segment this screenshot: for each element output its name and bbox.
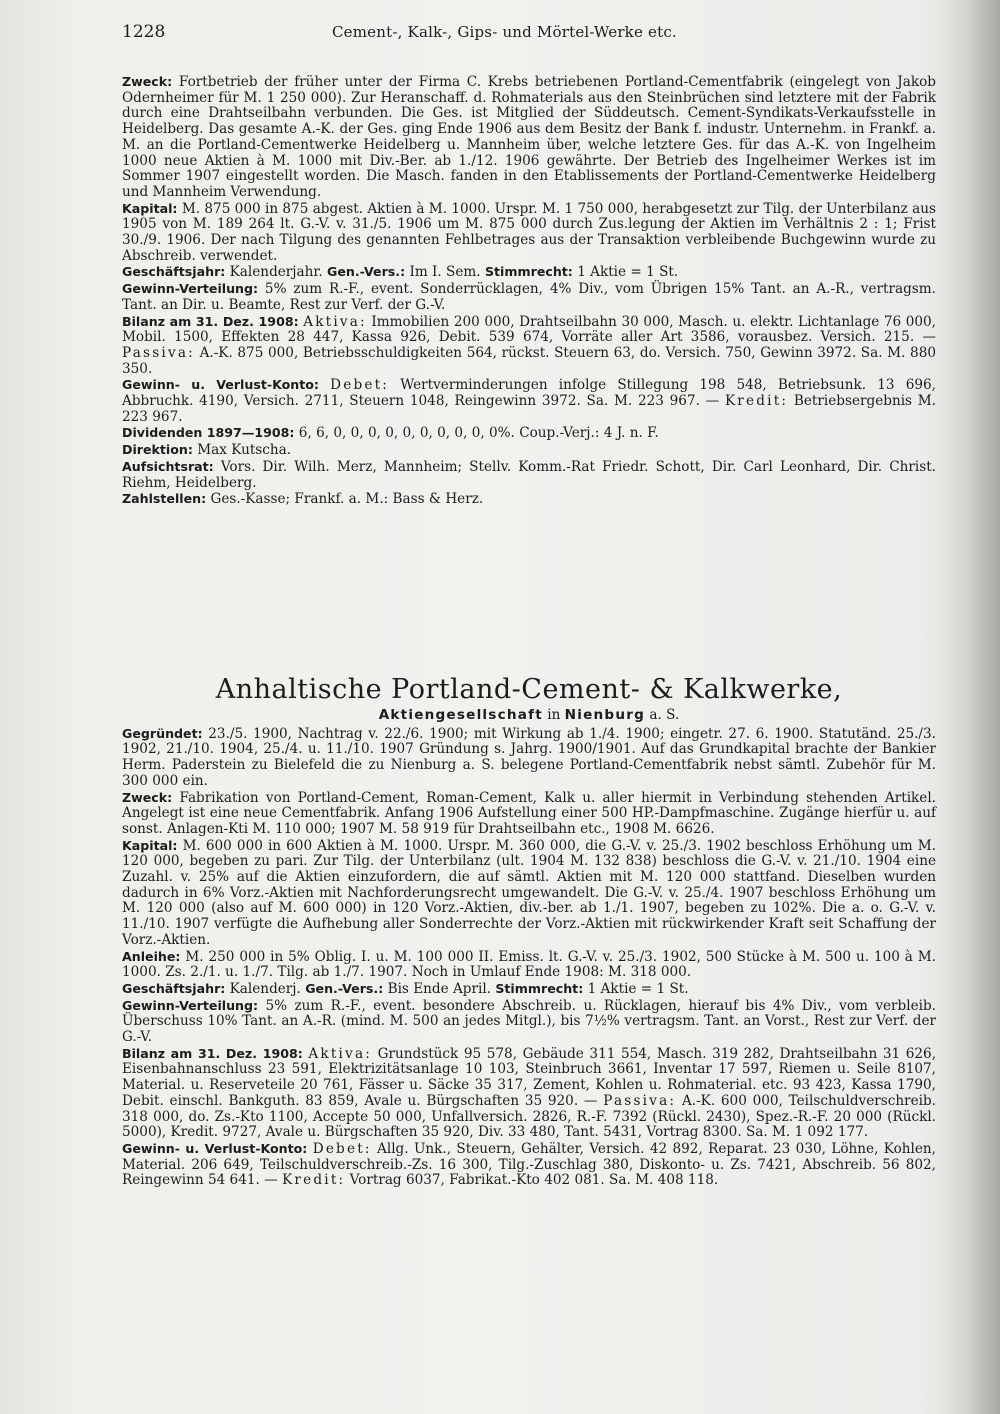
meeting-paragraph — [122, 981, 936, 998]
dividenden-paragraph — [122, 425, 936, 442]
guv-paragraph — [122, 1141, 936, 1189]
zweck-label: Zweck: — [122, 74, 173, 89]
guv-paragraph — [122, 377, 936, 425]
aufsichtsrat-paragraph — [122, 459, 936, 491]
anleihe-text: M. 250 000 in 5% Oblig. I. u. M. 100 000 II. Emiss. lt. G.-V. v. 25./3. 1902, 500 Stücke à M. 500 u. 100 à M. 1000. Zs. 2./1. u. 1./7. Tilg. ab 1./7. 1907. Noch in Umlauf Ende 1908: M. 318 000. — [122, 948, 936, 981]
passiva-text: A.-K. 875 000, Betriebsschuldigkeiten 564, rückst. Steuern 63, do. Versich. 750, Gewinn 3972. Sa. M. 880 350. — [122, 344, 936, 377]
kredit-label: Kredit: — [282, 1172, 346, 1189]
gewinnverteilung-label: Gewinn-Verteilung: — [122, 997, 259, 1013]
kredit-text: Betriebsergebnis M. 223 967. — [122, 393, 936, 425]
passiva-label: Passiva: — [603, 1092, 677, 1109]
debet-label: Debet: — [312, 1140, 372, 1157]
page-number: 1228 — [122, 22, 166, 42]
geschaeftsjahr-label: Geschäftsjahr: — [122, 980, 226, 996]
running-title: Cement-, Kalk-, Gips- und Mörtel-Werke etc. — [332, 23, 677, 41]
genvers-label: Gen.-Vers.: — [305, 980, 384, 996]
kapital-paragraph — [122, 838, 936, 949]
zahlstellen-paragraph — [122, 491, 936, 508]
aktiva-text: Grundstück 95 578, Gebäude 311 554, Masch. 319 282, Drahtseilbahn 31 626, Eisenbahnanschluss 23 591, Elektrizitätsanlage 10 103, Steinbruch 3661, Inventar 17 597, Riemen u. Seile 8107, Material. u. Reserveteile 20 761, Fässer u. Säcke 35 317, Zement, Kohlen u. Rohmaterial. etc. 93 423, Kassa 1790, Debit. einschl. Bankguth. 83 859, Avale u. Bürgschaften 35 920. — — [122, 1045, 937, 1109]
bilanz-label: Bilanz am 31. Dez. 1908: — [122, 1045, 303, 1061]
zweck-label: Zweck: — [122, 789, 173, 805]
gewinnverteilung-text: 5% zum R.-F., event. besondere Abschreib. u. Rücklagen, hierauf bis 4% Div., vom verbleib. Überschuss 10% Tant. an A.-R. (mind. M. 500 an jedes Mitgl.), bis 7½% vertragsm. Tant. an Vorst., Rest zur Verf. der G.-V. — [122, 997, 937, 1046]
kapital-paragraph — [122, 201, 936, 265]
gewinnverteilung-paragraph — [122, 281, 936, 313]
company-subtitle — [122, 708, 936, 724]
company-title: Anhaltische Portland-Cement- & Kalkwerke, — [215, 674, 843, 705]
direktion-label: Direktion: — [122, 442, 193, 458]
zweck-paragraph — [122, 74, 936, 201]
zweck-paragraph — [122, 790, 936, 838]
aktiva-label: Aktiva: — [308, 1045, 373, 1062]
zahlstellen-text: Ges.-Kasse; Frankf. a. M.: Bass & Herz. — [210, 491, 484, 508]
aktiva-text: Immobilien 200 000, Drahtseilbahn 30 000, Masch. u. elektr. Lichtanlage 76 000, Mobil. 1500, Effekten 28 447, Kassa 926, Debit. 539 674, Vorräte aller Art 3586, vorausbez. Versich. 215. — — [122, 313, 936, 346]
stimmrecht-label: Stimmrecht: — [484, 264, 573, 280]
genvers-label: Gen.-Vers.: — [327, 264, 406, 280]
kredit-text: Vortrag 6037, Fabrikat.-Kto 402 081. Sa. M. 408 118. — [349, 1172, 719, 1189]
direktion-paragraph — [122, 442, 936, 459]
anleihe-label: Anleihe: — [122, 948, 181, 964]
kapital-label: Kapital: — [122, 837, 178, 853]
company-entry-2 — [122, 674, 936, 1189]
kredit-label: Kredit: — [724, 393, 789, 410]
stimmrecht-text: 1 Aktie = 1 St. — [577, 264, 679, 281]
genvers-text: Bis Ende April. — [387, 980, 492, 997]
subtitle-suffix: a. S. — [649, 707, 680, 723]
gewinnverteilung-text: 5% zum R.-F., event. Sonderrücklagen, 4% Div., vom Übrigen 15% Tant. an A.-R., vertragsm. Tant. an Dir. u. Beamte, Rest zur Verf. der G.-V. — [122, 281, 936, 313]
kapital-label: Kapital: — [122, 200, 178, 216]
aufsichtsrat-label: Aufsichtsrat: — [122, 458, 214, 474]
bilanz-paragraph — [122, 314, 936, 378]
anleihe-paragraph — [122, 949, 936, 981]
gegruendet-label: Gegründet: — [122, 725, 203, 741]
debet-label: Debet: — [330, 377, 390, 394]
zweck-text: Fortbetrieb der früher unter der Firma C. Krebs betriebenen Portland-Cementfabrik (eingelegt von Jakob Odernheimer für M. 1 250 000). Zur Heranschaff. d. Rohmaterials aus den Steinbrüchen sind letztere mit der Fabrik durch eine Drahtseilbahn verbunden. Die Ges. ist Mitglied der Süddeutsch. Cement-Syndikats-Verkaufsstelle in Heidelberg. Das gesamte A.-K. der Ges. ging Ende 1906 aus dem Besitz der Bank f. industr. Unternehm. in Frankf. a. M. an die Portland-Cementwerke Heidelberg u. Mannheim über, welche letztere Ges. für das A.-K. von Ingelheim 1000 neue Aktien à M. 1000 mit Div.-Ber. ab 1./12. 1906 gewährte. Der Betrieb des Ingelheimer Werkes ist im Sommer 1907 eingestellt worden. Die Masch. fanden in den Etablissements der Portland-Cementwerke Heidelberg und Mannheim Verwendung. — [122, 74, 936, 200]
direktion-text: Max Kutscha. — [197, 442, 292, 459]
meeting-paragraph — [122, 264, 936, 281]
passiva-label: Passiva: — [122, 344, 195, 361]
aktiva-label: Aktiva: — [303, 313, 367, 330]
kapital-text: M. 600 000 in 600 Aktien à M. 1000. Urspr. M. 360 000, die G.-V. v. 25./3. 1902 beschloss Erhöhung um M. 120 000, begeben zu pari. Zur Tilg. der Unterbilanz (ult. 1904 M. 132 838) beschloss die G.-V. v. 21./10. 1904 eine Zuzahl. v. 25% auf die Aktien einzufordern, die auf sämtl. Aktien mit M. 120 000 stattfand. Dieselben wurden dadurch in 6% Vorz.-Aktien mit Nachforderungsrecht umgewandelt. Die G.-V. v. 25./4. 1907 beschloss Erhöhung um M. 120 000 (also auf M. 600 000) in 120 Vorz.-Aktien, div.-ber. ab 1./1. 1907, begeben zu 102%. Die a. o. G.-V. v. 11./10. 1907 verfügte die Aufhebung aller Sonderrechte der Vorz.-Aktien mit rückwirkender Kraft seit Schaffung der Vorz.-Aktien. — [122, 837, 936, 948]
page-header — [122, 22, 936, 46]
geschaeftsjahr-label: Geschäftsjahr: — [122, 264, 226, 280]
genvers-text: Im I. Sem. — [409, 264, 481, 281]
dividenden-text: 6, 6, 0, 0, 0, 0, 0, 0, 0, 0, 0, 0%. Coup.-Verj.: 4 J. n. F. — [298, 425, 659, 442]
stimmrecht-label: Stimmrecht: — [495, 980, 584, 996]
subtitle-mid: in — [547, 707, 561, 723]
bilanz-paragraph — [122, 1046, 936, 1141]
debet-text: Allg. Unk., Steuern, Gehälter, Versich. 42 892, Reparat. 23 030, Löhne, Kohlen, Material. 206 649, Teilschuldverschreib.-Zs. 16 300, Tilg.-Zuschlag 380, Diskonto- u. Zs. 7421, Abschreib. 56 802, Reingewinn 54 641. — — [122, 1140, 936, 1189]
gewinnverteilung-label: Gewinn-Verteilung: — [122, 281, 259, 297]
subtitle-city: Nienburg — [564, 707, 646, 723]
page-gutter-shadow — [938, 0, 1000, 1414]
debet-text: Wertverminderungen infolge Stillegung 198 548, Betriebsunk. 13 696, Abbruchk. 4190, Versich. 2711, Steuern 1048, Reingewinn 3972. Sa. M. 223 967. — — [122, 377, 936, 410]
company-entry-1 — [122, 74, 936, 508]
guv-label: Gewinn- u. Verlust-Konto: — [122, 377, 319, 393]
kapital-text: M. 875 000 in 875 abgest. Aktien à M. 1000. Urspr. M. 1 750 000, herabgesetzt zur Tilg. der Unterbilanz aus 1905 von M. 189 264 lt. G.-V. v. 31./5. 1906 um M. 875 000 durch Zus.legung der Aktien im Verhältnis 2 : 1; Frist 30./9. 1906. Der nach Tilgung des genannten Fehlbetrages aus der Transaktion verbleibende Buchgewinn wurde zu Abschreib. verwendet. — [122, 200, 936, 264]
geschaeftsjahr-text: Kalenderj. — [229, 980, 301, 997]
zahlstellen-label: Zahlstellen: — [122, 491, 207, 507]
gegruendet-paragraph — [122, 726, 936, 790]
subtitle-prefix: Aktiengesellschaft — [378, 707, 543, 723]
geschaeftsjahr-text: Kalenderjahr. — [229, 264, 323, 281]
zweck-text: Fabrikation von Portland-Cement, Roman-Cement, Kalk u. aller hiermit in Verbindung stehenden Artikel. Angelegt ist eine neue Cementfabrik. Anfang 1906 Aufstellung einer 500 HP.-Dampfmaschine. Zugänge hierfür u. auf sonst. Anlagen-Kti M. 110 000; 1907 M. 58 919 für Drahtseilbahn etc., 1908 M. 6626. — [122, 789, 936, 837]
stimmrecht-text: 1 Aktie = 1 St. — [587, 980, 689, 997]
dividenden-label: Dividenden 1897—1908: — [122, 425, 295, 441]
aufsichtsrat-text: Vors. Dir. Wilh. Merz, Mannheim; Stellv. Komm.-Rat Friedr. Schott, Dir. Carl Leonhard, Dir. Christ. Riehm, Heidelberg. — [122, 458, 936, 491]
guv-label: Gewinn- u. Verlust-Konto: — [122, 1140, 308, 1156]
passiva-text: A.-K. 600 000, Teilschuldverschreib. 318 000, do. Zs.-Kto 1100, Accepte 50 000, Unfallversich. 2826, R.-F. 7392 (Rückl. 2430), Spez.-R.-F. 20 000 (Rückl. 5000), Kredit. 9727, Avale u. Bürgschaften 35 920, Div. 33 480, Tant. 5431, Vortrag 8300. Sa. M. 1 092 177. — [122, 1092, 937, 1141]
gewinnverteilung-paragraph — [122, 998, 936, 1046]
bilanz-label: Bilanz am 31. Dez. 1908: — [122, 313, 299, 329]
gegruendet-text: 23./5. 1900, Nachtrag v. 22./6. 1900; mit Wirkung ab 1./4. 1900; eingetr. 27. 6. 1900. Statutänd. 25./3. 1902, 21./10. 1904, 25./4. u. 11./10. 1907 Gründung s. Jahrg. 1900/1901. Auf das Grundkapital brachte der Bankier Herm. Paderstein zu Bielefeld die zu Nienburg a. S. belegene Portland-Cementfabrik nebst sämtl. Zubehör für M. 300 000 ein. — [122, 725, 936, 789]
